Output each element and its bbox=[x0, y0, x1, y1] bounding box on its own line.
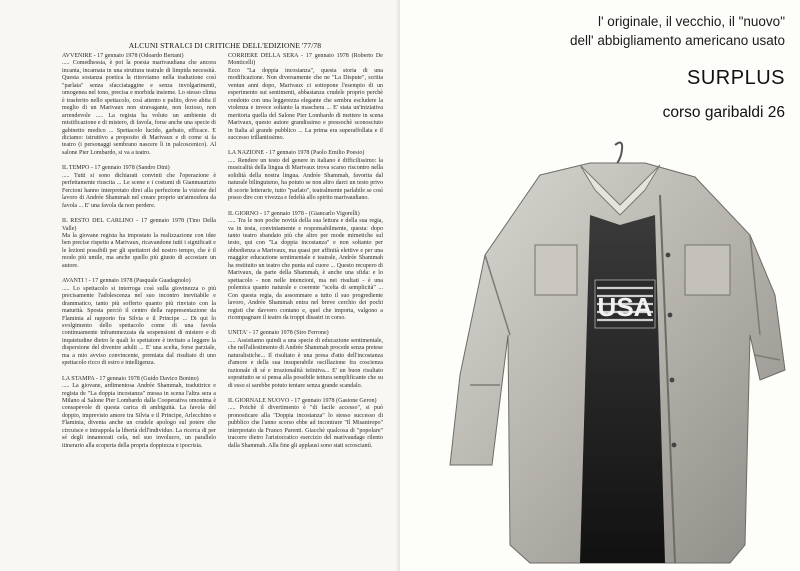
review-source: LA STAMPA - 17 gennaio 1978 (Guido Davico Bonino) bbox=[62, 375, 199, 382]
review-text: ..... Assistiamo quindi a una specie di educazione sentimentale, che nell'allestimento di Andrée Shammah procede senza pretese naturalistiche... Il risultato è una presa d'atto dell'incostanza d'amore e della sua insuperabile oscillazione fra coscienza razionale di sé e irrazionalità istintiva... E' un buon risultato soprattutto se si pensa alla possibile tettura semplificante che su di esso si sarebbe potuto tentare senza grande scandalo. bbox=[228, 337, 383, 389]
review-source: LA NAZIONE - 17 gennaio 1978 (Paolo Emilio Poesio) bbox=[228, 150, 365, 157]
usa-print-text: USA bbox=[597, 292, 653, 322]
review-source: UNITA' - 17 gennaio 1978 (Siro Ferrone) bbox=[228, 330, 329, 337]
tagline-line-2: dell' abbigliamento americano usato bbox=[570, 33, 785, 48]
review-text: ..... Tutti si sono dichiarati convinti che l'operazione è perfettamente riuscita ... Le scene e i costumi di Gianmaurizio Fercioni hanno interpretato direi alla perfezione la visione del lavoro di Andrée Shammah nel creare proprio un'atmosfera da favola ... E' una favola da non perdere. bbox=[62, 172, 216, 209]
reviews-heading: ALCUNI STRALCI DI CRITICHE DELL'EDIZIONE '77/78 bbox=[128, 41, 322, 50]
review-source: IL TEMPO - 17 gennaio 1978 (Sandro Dini) bbox=[62, 165, 170, 172]
review-text: ..... Rendere un testo del genere in italiano è difficilissimo: la musicalità della lingua di Marivaux trova scarso riscontro nella solidità della nostra lingua. Andrée Shammah, favorita dal naturale bilinguismo, ha potuto se non altro darci un testo privo di scorie letterarie, tutto "parlato", teatralmente parlabile se così posso dire con vivezza e fedeltà allo spirito marivaudiano. bbox=[228, 157, 383, 202]
review-block bbox=[228, 53, 383, 142]
review-source: IL GIORNALE NUOVO - 17 gennaio 1978 (Gastone Geron) bbox=[228, 398, 377, 405]
review-block bbox=[62, 165, 216, 210]
shirt-photo bbox=[430, 135, 790, 565]
tagline-line-1: l' originale, il vecchio, il "nuovo" bbox=[597, 14, 785, 29]
review-block bbox=[62, 53, 216, 157]
brand-name: SURPLUS bbox=[687, 67, 785, 89]
t-shirt bbox=[580, 215, 665, 563]
review-text: ..... Poichè il divertimento è "di facile accesso", si può pronosticare alla "Doppia incostanza" lo stesso successo di pubblico che l'anno scorso ebbe ad incontrare "Il Misantropo" interpretato da Franco Parenti. Giacchè qualcosa di "popolare" tracorre dietro l'aristocratico esercizio del marivaudage rilento dalla Shammah. Alla fine gli applausi sono stati scrosciantì. bbox=[228, 405, 383, 449]
review-source: AVVENIRE - 17 gennaio 1978 (Odoardo Bertani) bbox=[62, 53, 184, 59]
review-text: ..... Lo spettacolo si interroga così sulla giovinezza o più precisamente l'adolescenza nel suo incontro inevitabile e drammatico, tanto più sofferto quanto più rinviato con la maturità. Sposta perciò il centro della rappresentazione da Flaminia al rapporto fra Silvia e il Principe ... Di qui lo svolgimento dello spettacolo come di una favola continuamente inframmezzata da sospensioni di mistero e di inquietudine dietro le quali lo spettatore è invitato a leggere la dispersione del divenire adulti ... E' una scelta, forse parziale, ma a mio avviso convincente, premiata dal risultato di uno spettacolo ricco di estro e intelligenza. bbox=[62, 285, 216, 367]
review-text: ..... Comedhessia, è poi la poesia marivaudiana che ancora incanta, incarnata in una struttura teatrale di limpida necessità. Questa sostanza poetica la ritroviamo nella traduzione così "parlata" senza sfacciataggine e senza involgarimenti, omogenea nel tono, precisa e morbida insieme. Lo stesso clima è trasferito nello spettacolo, così attento e pulito, dove abita il meglio di un Marivaux non stravagante, non lezioso, non arrendevole ..... La regista ha voluto un ambiente di mistificazione e di mistero, di favola, forse anche una specie di gabinetto medico ... Spettacolo lucido, garbato, efficace. E diciamo: istruttivo a proposito di Marivaux e di come si fa teatro (i personaggi sembrano nascere lì in palcoscenico). Al salone Pier Lombardo, si va a teatro. bbox=[62, 60, 216, 156]
review-source: AVANTI ! - 17 gennaio 1978 (Pasquale Guadagnolo) bbox=[62, 278, 191, 285]
review-block bbox=[228, 211, 383, 323]
review-block bbox=[62, 278, 216, 367]
review-text: ..... La giovane, ardimentosa Andrée Shammah, traduttrice e regista de "La doppia incostanza" messa in scena l'altra sera a Milano al Salone Pier Lombardo dalla Cooperativa omonima è consapevole di questa carica di ambiguità. La favola del doppio, imprevisto amore tra Silvia e il Principe, Arlecchino e Flaminia, diventa anche un crudele apologo sul potere che circuisce e intrappola la libertà dell'individuo. La ricerca di per sé degli innamorati cela, nel suo involucro, un parallelo itinerario alla scoperta della propria doppiezza e ipocrisia. bbox=[62, 383, 216, 449]
review-block bbox=[228, 330, 383, 390]
reviews-column-2 bbox=[228, 53, 383, 458]
shirt-pocket bbox=[535, 245, 577, 295]
store-address: corso garibaldi 26 bbox=[662, 104, 785, 121]
review-text: ..... Tra le non poche novità della sua lettura e della sua regia, va in testa, convintamente e responsabilmente, questa: dopo tanto teatro sbandato più che altro per mode mimetiche sul testo, qui con "La doppia incostanza" e non soltanto per obbedienza a Marivaux, ma quasi per affinità elettive e per una maggior educazione sentimentale e teatrale, Andrée Shammah ha restituito un teatro che punta sul cuore ... Questo recupero di Marivaux, da parte della Shammah, è anche una sfida: e lo spettacolo - non nelle intenzioni, ma nei risultati - è una polemica quanto naturale e coerente "scelta di semplicità" ... Con questa regia, da assommare a tutto il suo progrediente lavoro, Andrée Shammah entra nel breve cerchio dei pochi registi che davvero contano e, quel che importa, valgono a ricompagnare il teatro da troppi disastri in corso. bbox=[228, 218, 383, 321]
review-block bbox=[62, 376, 216, 451]
review-block bbox=[228, 398, 383, 450]
ad-tagline bbox=[520, 12, 785, 50]
reviews-column-1 bbox=[62, 53, 216, 458]
shirt-pocket bbox=[685, 245, 730, 295]
usa-print bbox=[595, 280, 655, 328]
review-block bbox=[62, 218, 216, 270]
review-source: IL RESTO DEL CARLINO - 17 gennaio 1978 (Tino Della Valle) bbox=[62, 218, 216, 232]
review-text: Ecco "La doppia incostanza", questa storia di una modificazione. Non diversamente che ne "La Dispute", scritta ventun anni dopo, Marivaux ci sottopone l'esempio di un esperimento sui sentimenti, abbastanza crudele proprio perchè condotto con una leggerezza elegante che sembra escludere la violenza e invece soltanto la maschera ... E' stata un'iniziativa meritoria quella del Salone Pier Lombardo di mettere in scena Marivaux, questo autore grandissimo e pressochè sconosciuto in Italia al grande pubblico ... La prima era superaffollata e il successo trillantissimo. bbox=[228, 67, 383, 141]
review-text: Ma la giovane regista ha impostato la realizzazione con idee ben precise rispetto a Marivaux, ricavandone tutti i significati e le lezioni possibili per gli spettatori del nostro tempo, che è il modo più umile, ma anche quello più giusto di accostare un autore. bbox=[62, 232, 216, 269]
review-source: IL GIORNO - 17 gennaio 1978 - (Giancarlo Vigorelli) bbox=[228, 210, 360, 217]
review-block bbox=[228, 150, 383, 202]
review-source: CORRIERE DELLA SERA - 17 gennaio 1978 (Roberto De Monticelli) bbox=[228, 53, 383, 67]
